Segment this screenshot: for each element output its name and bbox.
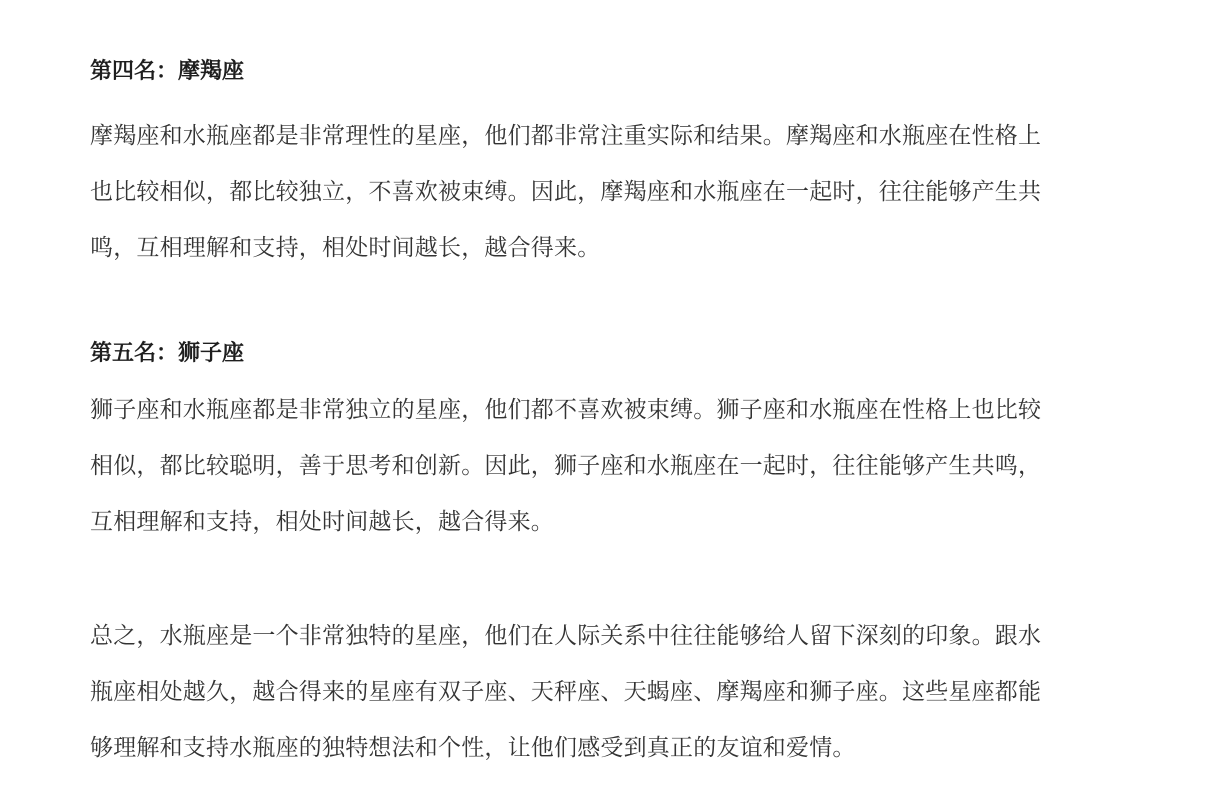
section-body-leo — [90, 382, 1041, 550]
text-line: 相似，都比较聪明，善于思考和创新。因此，狮子座和水瓶座在一起时，往往能够产生共鸣， — [90, 453, 1042, 479]
text-line: 狮子座和水瓶座都是非常独立的星座，他们都不喜欢被束缚。狮子座和水瓶座在性格上也比较 — [90, 397, 1042, 423]
text-line: 总之，水瓶座是一个非常独特的星座，他们在人际关系中往往能够给人留下深刻的印象。跟水 — [90, 623, 1042, 649]
summary-paragraph — [90, 608, 1041, 776]
text-line: 互相理解和支持，相处时间越长，越合得来。 — [90, 509, 554, 535]
article-content — [90, 54, 1150, 761]
text-line: 瓶座相处越久，越合得来的星座有双子座、天秤座、天蝎座、摩羯座和狮子座。这些星座都能 — [90, 679, 1042, 705]
section-heading-capricorn: 第四名：摩羯座 — [90, 59, 245, 84]
text-line: 也比较相似，都比较独立，不喜欢被束缚。因此，摩羯座和水瓶座在一起时，往往能够产生共 — [90, 179, 1042, 205]
text-line: 够理解和支持水瓶座的独特想法和个性，让他们感受到真正的友谊和爱情。 — [90, 735, 856, 761]
section-body-capricorn — [90, 108, 1150, 276]
text-line: 鸣，互相理解和支持，相处时间越长，越合得来。 — [90, 235, 601, 261]
section-heading-leo: 第五名：狮子座 — [90, 341, 245, 366]
text-line: 摩羯座和水瓶座都是非常理性的星座，他们都非常注重实际和结果。摩羯座和水瓶座在性格上 — [90, 123, 1042, 149]
